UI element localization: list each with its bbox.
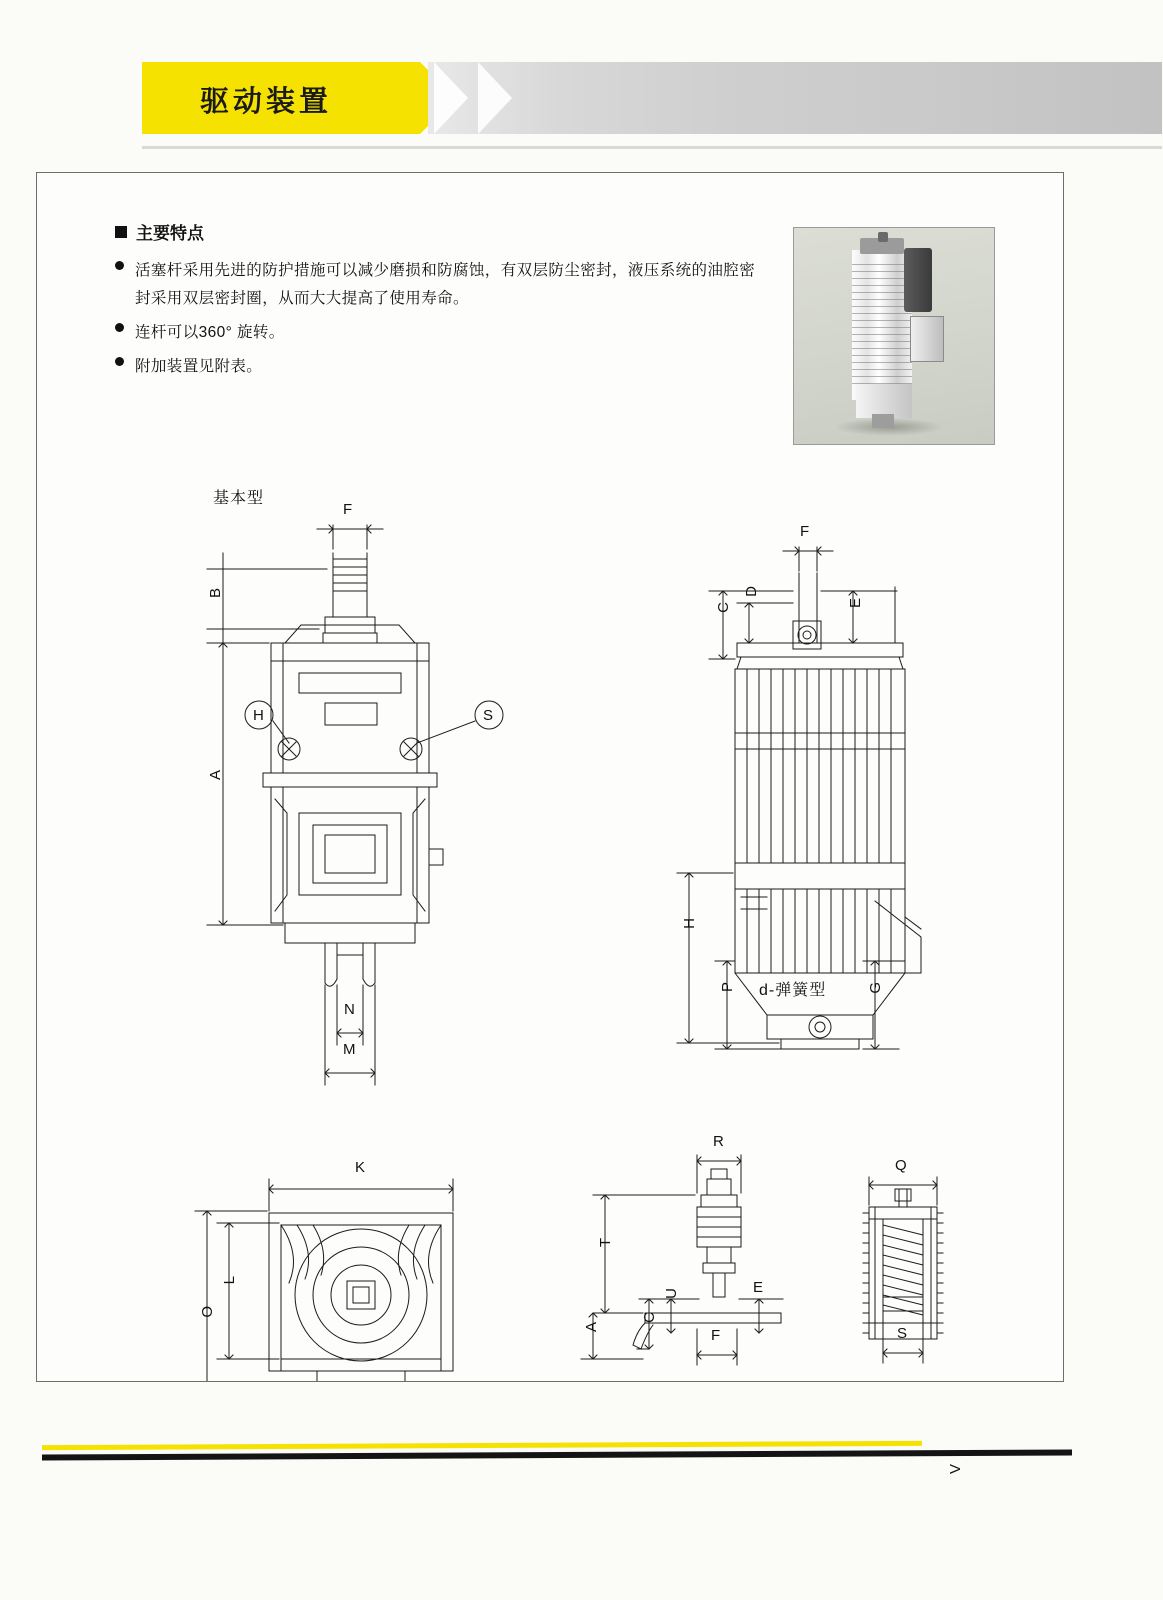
content-panel bbox=[36, 172, 1064, 1475]
chevron-icon bbox=[478, 62, 512, 134]
drawing-vectors bbox=[37, 173, 1063, 1381]
technical-drawings bbox=[37, 173, 1063, 1475]
page-title: 驱动装置 bbox=[200, 86, 333, 118]
dim-label-L: L bbox=[221, 1275, 238, 1285]
dim-label-N: N bbox=[344, 1001, 356, 1018]
dim-label-A-spring: A bbox=[583, 1321, 600, 1333]
dim-label-H-side: H bbox=[681, 917, 698, 929]
dim-label-C-side: C bbox=[715, 601, 732, 613]
features-heading-text: 主要特点 bbox=[136, 224, 204, 243]
footer-yellow-rule bbox=[42, 1441, 922, 1450]
dim-label-P: P bbox=[719, 981, 736, 993]
dim-label-O: O bbox=[199, 1305, 216, 1318]
dim-label-Q: Q bbox=[895, 1157, 908, 1174]
dim-label-U: U bbox=[663, 1287, 680, 1299]
dim-label-D: D bbox=[743, 585, 760, 597]
dim-label-A-front: A bbox=[207, 769, 224, 781]
page-header bbox=[142, 62, 1162, 134]
basic-type-label: 基本型 bbox=[213, 490, 265, 507]
dim-label-F-front: F bbox=[343, 501, 354, 518]
feature-item-3-text: 附加装置见附表。 bbox=[135, 358, 263, 375]
feature-item-2-text: 连杆可以360° 旋转。 bbox=[135, 324, 285, 341]
feature-item-1-text: 活塞杆采用先进的防护措施可以减少磨损和防腐蚀，有双层防尘密封，液压系统的油腔密封采用双层密封圈，从而大大提高了使用寿命。 bbox=[135, 262, 756, 307]
dim-label-B: B bbox=[207, 587, 224, 599]
dim-label-T: T bbox=[597, 1237, 614, 1248]
header-gradient-band bbox=[428, 62, 1162, 134]
dim-label-H-front: H bbox=[253, 707, 265, 724]
dim-label-G: G bbox=[867, 981, 884, 994]
dim-label-F-spring: F bbox=[711, 1327, 722, 1344]
dim-label-C-spring: C bbox=[641, 1311, 658, 1323]
dim-label-S-spring: S bbox=[897, 1325, 909, 1342]
dim-label-K: K bbox=[355, 1159, 367, 1176]
dim-label-E-spring: E bbox=[753, 1279, 765, 1296]
dim-label-R: R bbox=[713, 1133, 725, 1150]
dim-label-V: V bbox=[947, 1463, 964, 1475]
footer-black-rule bbox=[42, 1449, 1072, 1460]
dim-label-E-side: E bbox=[847, 597, 864, 609]
spring-type-label: d-弹簧型 bbox=[759, 982, 827, 999]
dim-label-F-side: F bbox=[800, 523, 811, 540]
chevron-icon bbox=[434, 62, 468, 134]
dim-label-M: M bbox=[343, 1041, 357, 1058]
header-divider bbox=[142, 146, 1162, 149]
dim-label-S-front: S bbox=[483, 707, 495, 724]
